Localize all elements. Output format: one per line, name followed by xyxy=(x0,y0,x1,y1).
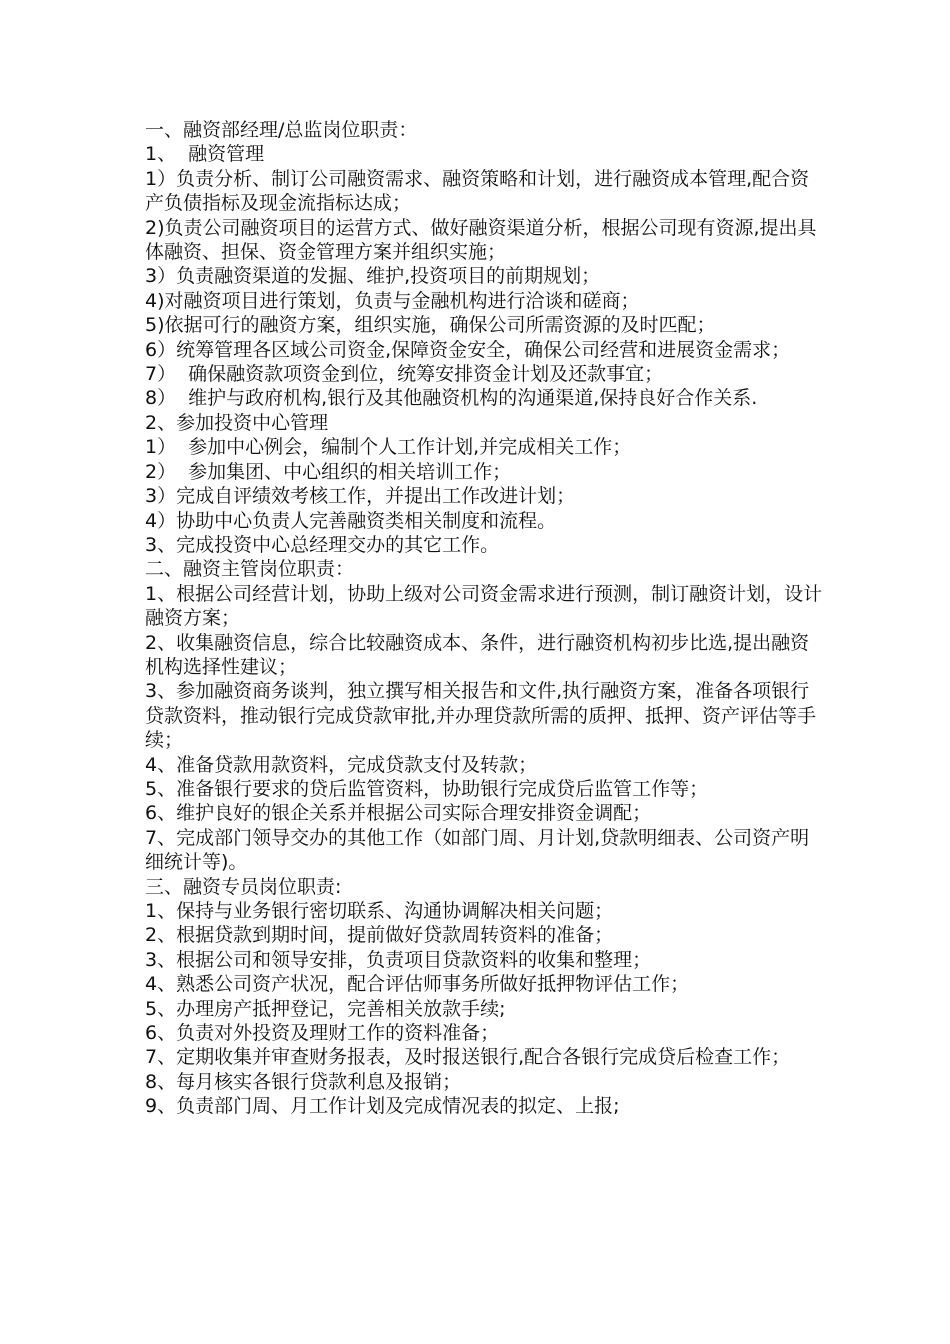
list-item: 1） 参加中心例会，编制个人工作计划,并完成相关工作； xyxy=(145,436,632,459)
list-item: 4、熟悉公司资产状况，配合评估师事务所做好抵押物评估工作； xyxy=(145,973,690,996)
section-heading-finance-supervisor: 二、融资主管岗位职责： xyxy=(145,558,355,581)
list-item: 1）负责分析、制订公司融资需求、融资策略和计划，进行融资成本管理,配合资产负债指标及现金流指标达成； xyxy=(145,167,810,215)
list-item: 4、准备贷款用款资料，完成贷款支付及转款； xyxy=(145,753,538,776)
list-item: 5、准备银行要求的贷后监管资料，协助银行完成贷后监管工作等； xyxy=(145,777,709,800)
list-item: 1、根据公司经营计划，协助上级对公司资金需求进行预测，制订融资计划，设计融资方案； xyxy=(145,582,823,630)
list-item: 2)负责公司融资项目的运营方式、做好融资渠道分析，根据公司现有资源,提出具体融资、担保、资金管理方案并组织实施； xyxy=(145,216,817,264)
list-item: 6、负责对外投资及理财工作的资料准备； xyxy=(145,1022,500,1045)
list-item: 8、每月核实各银行贷款利息及报销； xyxy=(145,1070,462,1093)
section-heading-finance-specialist: 三、融资专员岗位职责: xyxy=(145,875,342,898)
list-item: 7、定期收集并审查财务报表，及时报送银行,配合各银行完成贷后检查工作； xyxy=(145,1046,791,1069)
subsection-heading: 2、参加投资中心管理 xyxy=(145,411,329,434)
list-item: 5)依据可行的融资方案，组织实施，确保公司所需资源的及时匹配； xyxy=(145,314,716,337)
list-item: 3）完成自评绩效考核工作，并提出工作改进计划； xyxy=(145,485,576,508)
document-body xyxy=(145,118,825,1119)
subsection-heading: 3、完成投资中心总经理交办的其它工作。 xyxy=(145,533,500,556)
list-item: 2） 参加集团、中心组织的相关培训工作； xyxy=(145,460,512,483)
list-item: 7、完成部门领导交办的其他工作（如部门周、月计划,贷款明细表、公司资产明细统计等)。 xyxy=(145,826,810,874)
list-item: 9、负责部门周、月工作计划及完成情况表的拟定、上报; xyxy=(145,1095,620,1118)
list-item: 6、维护良好的银企关系并根据公司实际合理安排资金调配； xyxy=(145,802,652,825)
list-item: 2、根据贷款到期时间，提前做好贷款周转资料的准备； xyxy=(145,924,614,947)
list-item: 5、办理房产抵押登记，完善相关放款手续; xyxy=(145,997,506,1020)
list-item: 4)对融资项目进行策划，负责与金融机构进行洽谈和磋商； xyxy=(145,289,640,312)
list-item: 8） 维护与政府机构,银行及其他融资机构的沟通渠道,保持良好合作关系. xyxy=(145,387,758,410)
list-item: 3、参加融资商务谈判，独立撰写相关报告和文件,执行融资方案，准备各项银行贷款资料，推动银行完成贷款审批,并办理贷款所需的质押、抵押、资产评估等手续； xyxy=(145,680,817,752)
list-item: 4）协助中心负责人完善融资类相关制度和流程。 xyxy=(145,509,557,532)
subsection-heading: 1、 融资管理 xyxy=(145,143,265,166)
list-item: 7） 确保融资款项资金到位，统筹安排资金计划及还款事宜； xyxy=(145,363,664,386)
list-item: 3）负责融资渠道的发掘、维护,投资项目的前期规划； xyxy=(145,265,601,288)
section-heading-finance-manager: 一、融资部经理/总监岗位职责： xyxy=(145,119,418,141)
list-item: 3、根据公司和领导安排，负责项目贷款资料的收集和整理； xyxy=(145,948,652,971)
list-item: 1、保持与业务银行密切联系、沟通协调解决相关问题； xyxy=(145,900,614,922)
list-item: 6）统筹管理各区域公司资金,保障资金安全，确保公司经营和进展资金需求； xyxy=(145,338,791,361)
list-item: 2、收集融资信息，综合比较融资成本、条件，进行融资机构初步比选,提出融资机构选择性建议； xyxy=(145,631,810,678)
